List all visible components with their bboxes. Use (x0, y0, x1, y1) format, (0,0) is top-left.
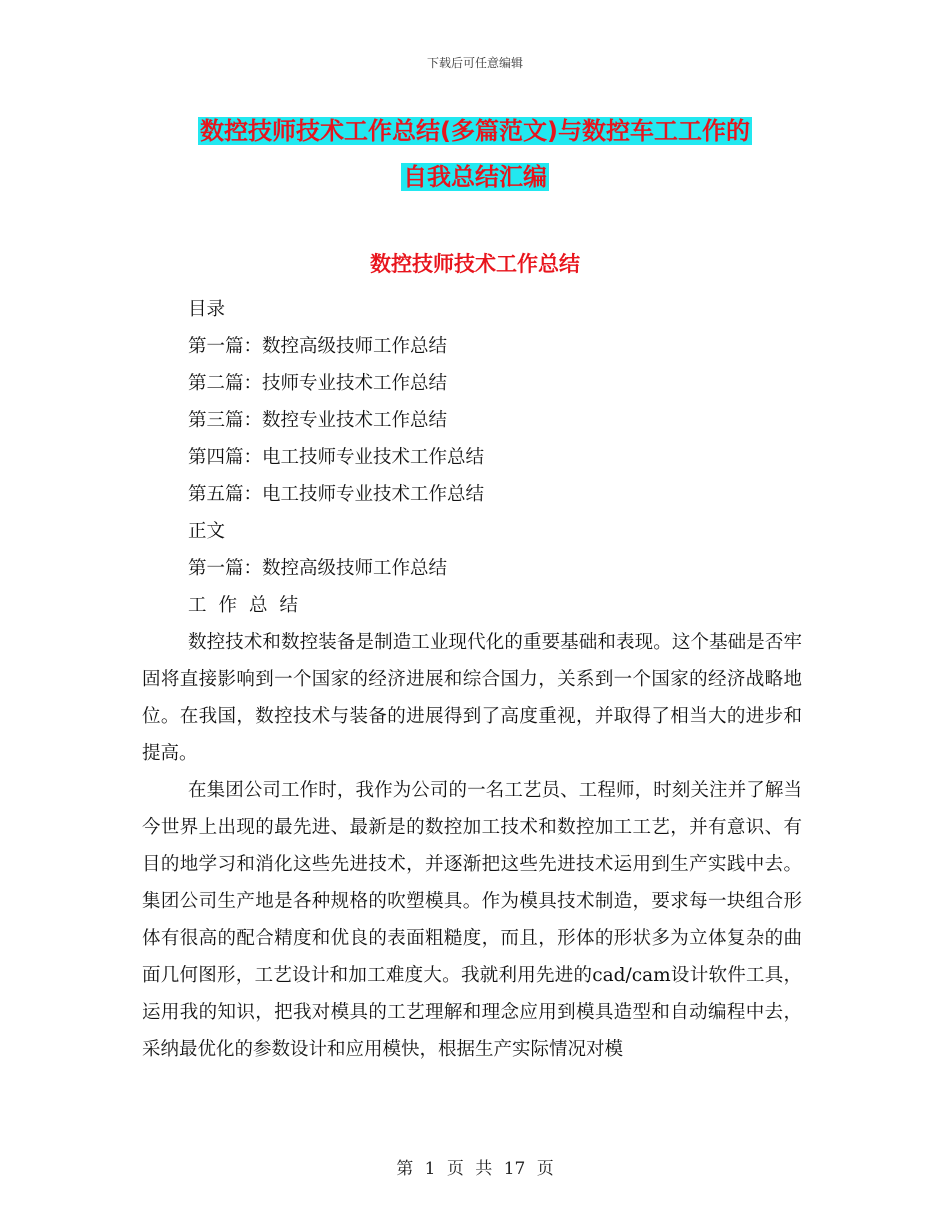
body-text (142, 624, 802, 1068)
document-title (140, 108, 810, 200)
toc-item: 第二篇：技师专业技术工作总结 (188, 373, 448, 394)
paragraph: 数控技术和数控装备是制造工业现代化的重要基础和表现。这个基础是否牢固将直接影响到一个国家的经济进展和综合国力，关系到一个国家的经济战略地位。在我国，数控技术与装备的进展得到了高度重视，并取得了相当大的进步和提高。 (142, 632, 802, 764)
body-heading: 正文 (188, 521, 226, 542)
toc-item: 第四篇：电工技师专业技术工作总结 (188, 447, 485, 468)
document-title-line-2: 自我总结汇编 (403, 163, 547, 191)
toc-heading: 目录 (188, 299, 226, 320)
header-note: 下载后可任意编辑 (426, 56, 523, 70)
first-article-heading: 第一篇：数控高级技师工作总结 (188, 558, 448, 579)
paragraph: 在集团公司工作时，我作为公司的一名工艺员、工程师，时刻关注并了解当今世界上出现的最先进、最新是的数控加工技术和数控加工工艺，并有意识、有目的地学习和消化这些先进技术，并逐渐把这些先进技术运用到生产实践中去。集团公司生产地是各种规格的吹塑模具。作为模具技术制造，要求每一块组合形体有很高的配合精度和优良的表面粗糙度，而且，形体的形状多为立体复杂的曲面几何图形，工艺设计和加工难度大。我就利用先进的cad/cam设计软件工具，运用我的知识，把我对模具的工艺理解和理念应用到模具造型和自动编程中去，采纳最优化的参数设计和应用模快，根据生产实际情况对模 (142, 780, 802, 1060)
toc-item: 第三篇：数控专业技术工作总结 (188, 410, 448, 431)
table-of-contents (188, 291, 828, 624)
document-title-line-1: 数控技师技术工作总结(多篇范文)与数控车工工作的 (200, 117, 750, 145)
section-title: 数控技师技术工作总结 (370, 252, 580, 276)
work-summary-heading: 工作总结 (188, 595, 311, 616)
toc-item: 第一篇：数控高级技师工作总结 (188, 336, 448, 357)
page-footer: 第 1 页 共 17 页 (396, 1159, 554, 1179)
toc-item: 第五篇：电工技师专业技术工作总结 (188, 484, 485, 505)
